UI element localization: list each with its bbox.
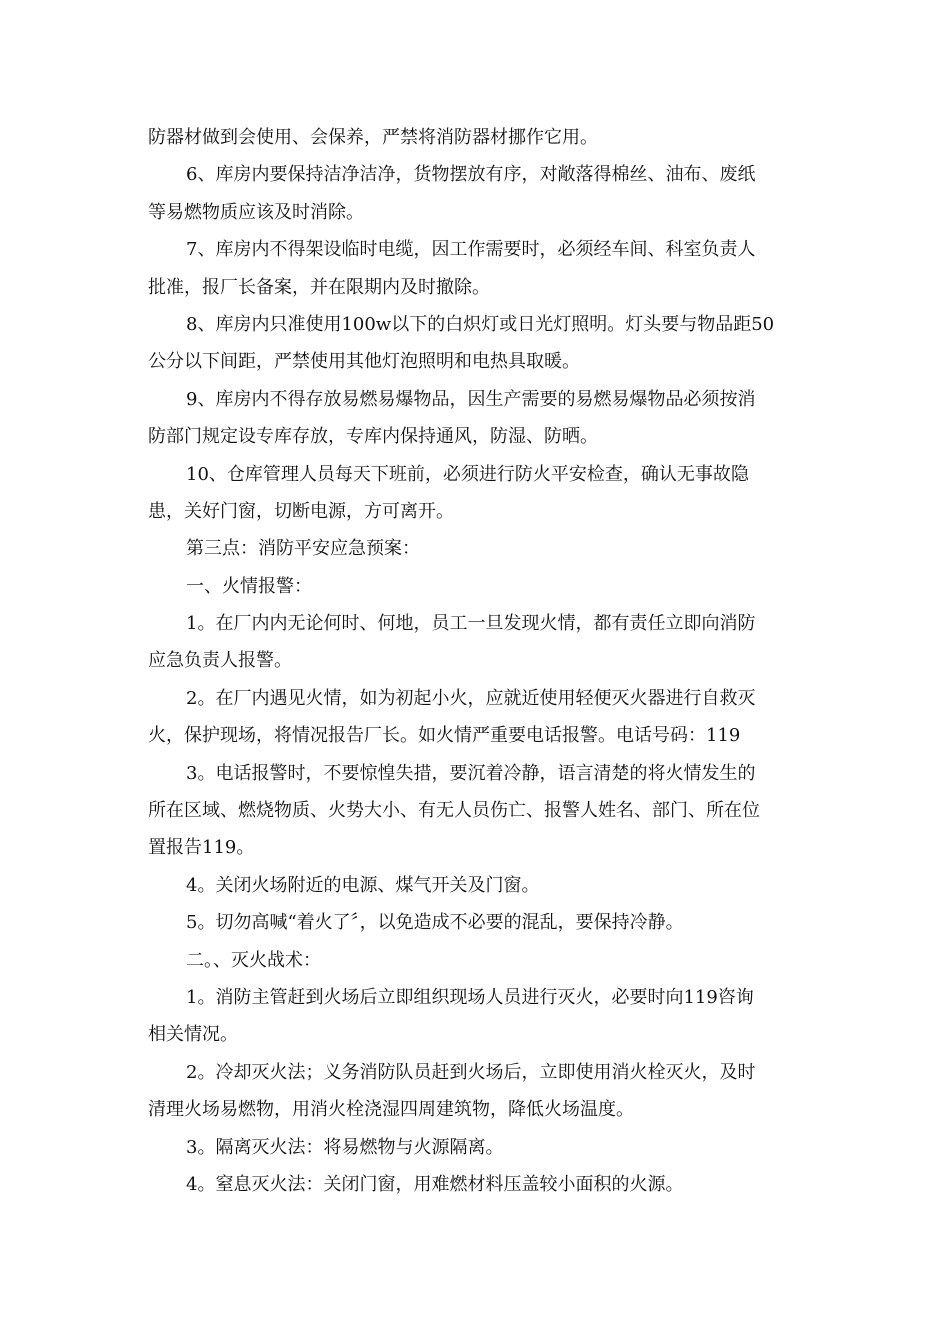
text-line: 所在区域、燃烧物质、火势大小、有无人员伤亡、报警人姓名、部门、所在位 [148,800,760,822]
text-line: 相关情况。 [148,1024,238,1046]
text-line: 1。消防主管赶到火场后立即组织现场人员进行灭火，必要时向119咨询 [186,986,754,1008]
text-line: 二。、灭火战术： [186,949,321,971]
text-line: 应急负责人报警。 [148,650,292,672]
text-line: 第三点：消防平安应急预案： [186,538,420,560]
text-line: 患，关好门窗，切断电源，方可离开。 [148,500,454,522]
text-line: 2。冷却灭火法；义务消防队员赶到火场后，立即使用消火栓灭火，及时 [186,1061,756,1083]
text-line: 3。隔离灭火法：将易燃物与火源隔离。 [186,1136,504,1158]
text-line: 10、仓库管理人员每天下班前，必须进行防火平安检查，确认无事故隐 [186,463,749,485]
text-line: 置报告119。 [148,837,255,859]
text-line: 8、库房内只准使用100w以下的白炽灯或日光灯照明。灯头要与物品距50 [186,313,775,335]
text-line: 等易燃物质应该及时消除。 [148,201,364,223]
text-line: 一、火情报警： [186,575,312,597]
text-line: 9、库房内不得存放易燃易爆物品，因生产需要的易燃易爆物品必须按消 [186,388,756,410]
text-line: 4。关闭火场附近的电源、煤气开关及门窗。 [186,874,540,896]
text-line: 清理火场易燃物，用消火栓浇湿四周建筑物，降低火场温度。 [148,1099,634,1121]
text-line: 公分以下间距，严禁使用其他灯泡照明和电热具取暖。 [148,351,580,373]
text-line: 防部门规定设专库存放，专库内保持通风，防湿、防晒。 [148,426,598,448]
text-line: 2。在厂内遇见火情，如为初起小火，应就近使用轻便灭火器进行自救灭 [186,687,756,709]
text-line: 5。切勿高喊“着火了〞，以免造成不必要的混乱，要保持冷静。 [186,912,684,934]
text-line: 防器材做到会使用、会保养，严禁将消防器材挪作它用。 [148,127,598,148]
text-line: 3。电话报警时，不要惊惶失措，要沉着冷静，语言清楚的将火情发生的 [186,762,756,784]
text-line: 1。在厂内内无论何时、何地，员工一旦发现火情，都有责任立即向消防 [186,613,756,635]
text-line: 7、库房内不得架设临时电缆，因工作需要时，必须经车间、科室负责人 [186,239,756,261]
text-line: 火，保护现场，将情况报告厂长。如火情严重要电话报警。电话号码：119 [148,725,741,747]
text-line: 6、库房内要保持洁净洁净，货物摆放有序，对敞落得棉丝、油布、废纸 [186,164,756,186]
document-page [148,119,804,1203]
text-line: 批准，报厂长备案，并在限期内及时撤除。 [148,276,490,298]
text-line: 4。窒息灭火法：关闭门窗，用难燃材料压盖较小面积的火源。 [186,1173,684,1195]
